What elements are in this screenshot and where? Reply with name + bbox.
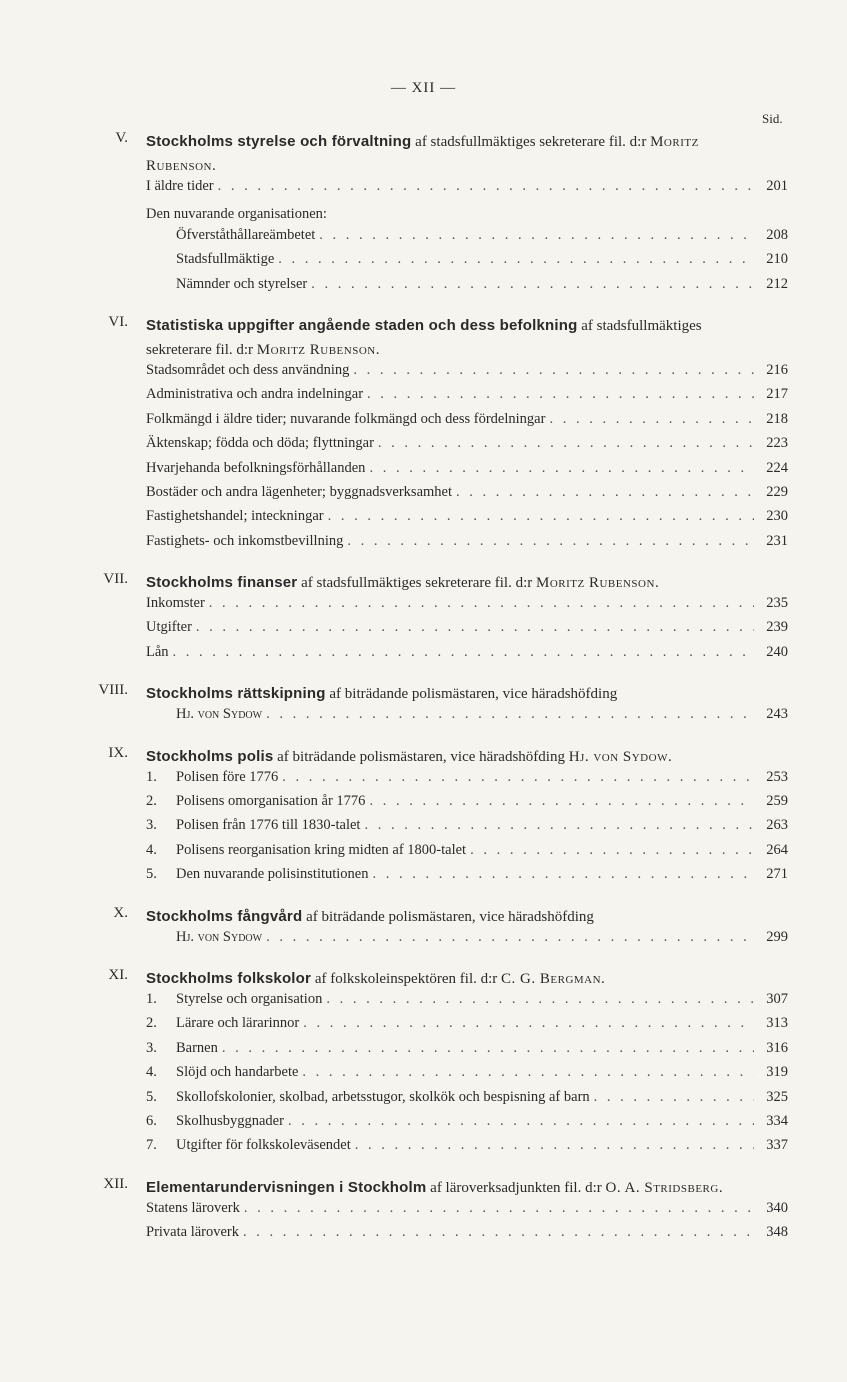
toc-entry [146, 595, 788, 619]
entry-number: 1. [146, 768, 157, 785]
page-number: 307 [766, 990, 788, 1007]
dot-leader [364, 817, 754, 834]
page-number: 299 [766, 928, 788, 945]
section-byline: af läroverksadjunkten fil. d:r [430, 1179, 602, 1196]
page-number: 231 [766, 532, 788, 549]
dot-leader [218, 178, 754, 195]
toc-entry [176, 706, 788, 730]
toc-entry [146, 817, 788, 841]
toc-entry [146, 460, 788, 484]
dot-leader [311, 276, 754, 293]
section-author: Moritz Rubenson. [256, 341, 380, 358]
section-title: Stockholms folkskolor [146, 969, 312, 987]
section-heading [146, 682, 758, 706]
page-number: 337 [766, 1137, 788, 1154]
section-title: Elementarundervisningen i Stockholm [146, 1178, 427, 1196]
toc-section [0, 571, 847, 668]
dot-leader [303, 1015, 754, 1032]
dot-leader [470, 842, 754, 859]
toc-section [0, 314, 847, 557]
dot-leader [456, 484, 754, 501]
toc-entry [146, 619, 788, 643]
section-number: VII. [103, 571, 128, 588]
section-number: XII. [103, 1175, 128, 1192]
toc-entry [176, 929, 788, 953]
section-byline: af stadsfullmäktiges sekreterare fil. d:r [415, 134, 647, 150]
page-number: 319 [766, 1064, 788, 1081]
section-author: O. A. Stridsberg. [605, 1179, 724, 1196]
dot-leader [355, 1137, 754, 1154]
entry-title: Utgifter för folkskoleväsendet [176, 1137, 351, 1154]
dot-leader [378, 435, 754, 452]
page-number: 229 [766, 483, 788, 500]
entry-title: Bostäder och andra lägenheter; byggnadsverksamhet [146, 483, 453, 500]
section-gap [0, 668, 847, 682]
entry-number: 2. [146, 1015, 157, 1032]
section-heading [146, 745, 758, 769]
entry-title: I äldre tider [146, 178, 214, 194]
entry-title: Barnen [176, 1039, 218, 1056]
section-byline: af biträdande polismästaren, vice häradshöfding [329, 686, 618, 703]
section-title: Stockholms finanser [146, 574, 298, 592]
entry-title: Administrativa och andra indelningar [146, 386, 364, 403]
section-title: Stockholms polis [146, 747, 274, 765]
entry-title: Lån [146, 643, 169, 660]
toc-entry [146, 1015, 788, 1039]
section-author: Hj. von Sydow [176, 706, 263, 723]
section-heading [146, 571, 758, 595]
section-heading [146, 314, 758, 362]
toc-entry [146, 178, 788, 202]
dot-leader [549, 411, 754, 428]
page-number: 217 [766, 386, 788, 403]
section-author: C. G. Bergman. [501, 970, 606, 987]
page-number: 243 [766, 706, 788, 723]
entry-number: 1. [146, 990, 157, 1007]
section-number: IX. [108, 744, 128, 761]
page-number: 230 [766, 508, 788, 525]
section-byline: af folkskoleinspektören fil. d:r [314, 970, 498, 987]
page-number: 240 [766, 643, 788, 660]
section-gap [0, 1162, 847, 1176]
section-number: XI. [108, 966, 128, 983]
page-number: 218 [766, 410, 788, 427]
dot-leader [326, 991, 754, 1008]
entry-number: 2. [146, 793, 157, 810]
toc-entry [146, 1200, 788, 1224]
toc-entry [146, 1224, 788, 1248]
toc-entry [146, 435, 788, 459]
entry-title: Polisens omorganisation år 1776 [176, 793, 366, 810]
section-gap [0, 731, 847, 745]
toc-entry [146, 793, 788, 817]
dot-leader [347, 533, 754, 550]
dot-leader [302, 1064, 754, 1081]
toc-entry [146, 644, 788, 668]
section-title: Stockholms fångvård [146, 907, 303, 925]
page-number: 201 [766, 178, 788, 194]
section-number: X. [113, 904, 128, 921]
toc-subheading: Den nuvarande organisationen: [146, 206, 327, 223]
entry-number: 3. [146, 1039, 157, 1056]
entry-title: Den nuvarande polisinstitutionen [176, 866, 369, 883]
entry-number: 5. [146, 1088, 157, 1105]
entry-number: 6. [146, 1112, 157, 1129]
page-number: 235 [766, 595, 788, 612]
page-number: 223 [766, 435, 788, 452]
dot-leader [288, 1113, 754, 1130]
section-gap [0, 557, 847, 571]
entry-title: Stadsfullmäktige [176, 251, 275, 268]
section-gap [0, 953, 847, 967]
page-number: 340 [766, 1199, 788, 1216]
page-number: 313 [766, 1015, 788, 1032]
toc-section [0, 905, 847, 953]
page-number: 264 [766, 841, 788, 858]
section-byline: af biträdande polismästaren, vice häradshöfding [277, 748, 565, 765]
section-author: Moritz Rubenson. [146, 134, 699, 174]
toc-section [0, 967, 847, 1162]
dot-leader [369, 460, 754, 477]
toc-section [0, 682, 847, 730]
toc-section [0, 1176, 847, 1249]
section-byline: af stadsfullmäktiges sekreterare fil. d:r [146, 317, 702, 358]
entry-title: Statens läroverk [146, 1199, 240, 1216]
entry-title: Utgifter [146, 619, 192, 636]
page-number: 253 [766, 768, 788, 785]
entry-title: Skollofskolonier, skolbad, arbetsstugor, skolkök och bespisning af barn [176, 1088, 590, 1105]
page-number: 316 [766, 1039, 788, 1056]
toc-section [0, 130, 847, 300]
toc-entry [176, 251, 788, 275]
entry-title: Polisen från 1776 till 1830-talet [176, 817, 361, 834]
page-number: 216 [766, 361, 788, 378]
section-heading [146, 1176, 758, 1200]
dot-leader [353, 362, 754, 379]
toc-entry [146, 1137, 788, 1161]
section-byline: af biträdande polismästaren, vice häradshöfding [306, 908, 594, 925]
section-author: Hj. von Sydow [176, 928, 263, 945]
section-number: VI. [108, 313, 128, 330]
dot-leader [369, 793, 754, 810]
entry-title: Lärare och lärarinnor [176, 1015, 300, 1032]
page-number: 212 [766, 275, 788, 292]
page-number: 271 [766, 866, 788, 883]
dot-leader [594, 1089, 754, 1106]
entry-title: Inkomster [146, 595, 205, 612]
toc-section [0, 745, 847, 891]
page-number: 348 [766, 1224, 788, 1241]
toc-entry [146, 362, 788, 386]
entry-number: 4. [146, 841, 157, 858]
entry-title: Stadsområdet och dess användning [146, 361, 350, 378]
toc-entry [146, 1039, 788, 1064]
entry-title: Öfverståthållareämbetet [176, 226, 316, 243]
page-number: 263 [766, 817, 788, 834]
toc-entry [146, 386, 788, 410]
entry-title: Fastighetshandel; inteckningar [146, 508, 324, 525]
section-gap [0, 300, 847, 314]
toc-entry [146, 484, 788, 508]
section-title: Statistiska uppgifter angående staden och dess befolkning [146, 316, 578, 334]
toc-entry [146, 768, 788, 793]
entry-number: 3. [146, 817, 157, 834]
toc-entry [146, 533, 788, 557]
page-number: 210 [766, 251, 788, 268]
entry-title: Äktenskap; födda och döda; flyttningar [146, 435, 374, 452]
dot-leader [209, 595, 754, 612]
entry-title: Polisens reorganisation kring midten af 1800-talet [176, 841, 467, 858]
dot-leader [328, 508, 754, 525]
entry-title: Nämnder och styrelser [176, 275, 308, 292]
section-number: V. [115, 130, 128, 146]
section-heading [146, 905, 758, 929]
entry-title: Skolhusbyggnader [176, 1112, 284, 1129]
page-column-label: Sid. [762, 111, 783, 126]
toc-entry [146, 841, 788, 866]
page-header: — XII — [390, 80, 457, 96]
section-heading [146, 130, 758, 178]
dot-leader [282, 769, 754, 786]
page-number: 224 [766, 459, 788, 476]
section-author: Hj. von Sydow. [568, 748, 673, 765]
entry-title: Fastighets- och inkomstbevillning [146, 532, 344, 549]
dot-leader [173, 644, 754, 661]
page-number: 208 [766, 226, 788, 243]
section-byline: af stadsfullmäktiges sekreterare fil. d:r [301, 575, 533, 592]
dot-leader [244, 1200, 754, 1217]
dot-leader [243, 1224, 754, 1241]
entry-number: 5. [146, 866, 157, 883]
entry-title: Privata läroverk [146, 1224, 240, 1241]
entry-title: Styrelse och organisation [176, 990, 323, 1007]
section-gap [0, 891, 847, 905]
toc-entry [146, 508, 788, 532]
page-number: 325 [766, 1088, 788, 1105]
section-title: Stockholms styrelse och förvaltning [146, 133, 412, 150]
toc-entry [146, 1088, 788, 1113]
toc-entry [146, 1064, 788, 1088]
dot-leader [278, 251, 754, 268]
dot-leader [319, 227, 754, 244]
page-number: 239 [766, 619, 788, 636]
toc-entry [146, 1112, 788, 1137]
toc-entry [176, 276, 788, 300]
section-author: Moritz Rubenson. [536, 575, 660, 592]
toc-entry [146, 866, 788, 890]
dot-leader [222, 1040, 754, 1057]
section-heading [146, 967, 758, 991]
section-number: VIII. [98, 682, 128, 699]
entry-title: Slöjd och handarbete [176, 1064, 299, 1081]
entry-number: 4. [146, 1064, 157, 1081]
section-title: Stockholms rättskipning [146, 685, 326, 703]
dot-leader [373, 866, 755, 883]
entry-number: 7. [146, 1137, 157, 1154]
dot-leader [266, 929, 754, 946]
entry-title: Polisen före 1776 [176, 768, 279, 785]
toc-entry [176, 227, 788, 251]
toc-entry [146, 990, 788, 1015]
entry-title: Hvarjehanda befolkningsförhållanden [146, 459, 366, 476]
table-of-contents [0, 130, 847, 1249]
entry-title: Folkmängd i äldre tider; nuvarande folkmängd och dess fördelningar [146, 410, 546, 427]
dot-leader [196, 619, 754, 636]
dot-leader [367, 386, 754, 403]
dot-leader [266, 706, 754, 723]
page-number: 259 [766, 793, 788, 810]
page-number: 334 [766, 1112, 788, 1129]
toc-entry [146, 411, 788, 435]
